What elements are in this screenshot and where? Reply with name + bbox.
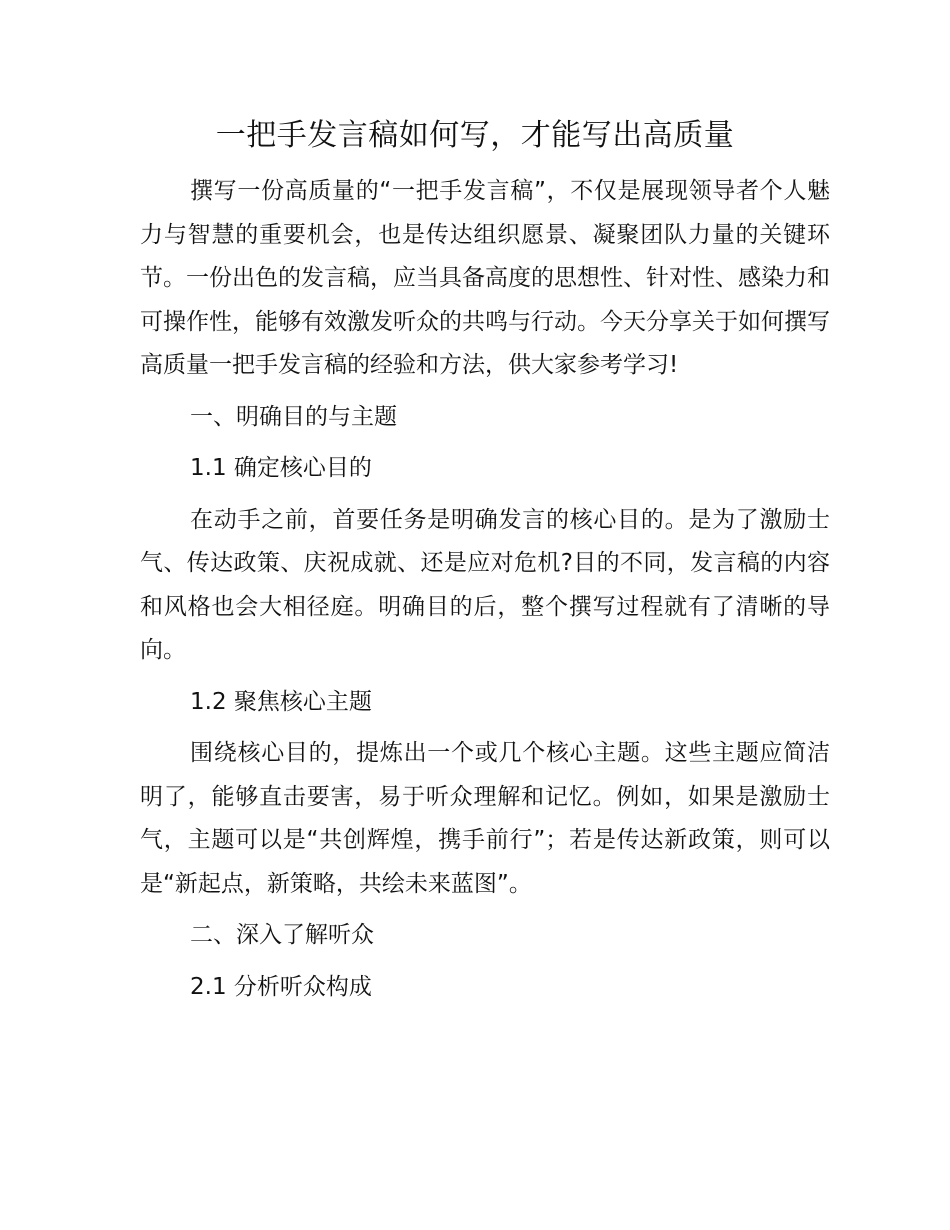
document-title: 一把手发言稿如何写，才能写出高质量	[215, 118, 735, 153]
intro-paragraph: 撰写一份高质量的“一把手发言稿”，不仅是展现领导者个人魅力与智慧的重要机会，也是传达组织愿景、凝聚团队力量的关键环节。一份出色的发言稿，应当具备高度的思想性、针对性、感染力和可操作性，能够有效激发听众的共鸣与行动。今天分享关于如何撰写高质量一把手发言稿的经验和方法，供大家参考学习!	[140, 178, 830, 378]
subsection-heading-2-1: 2.1 分析听众构成	[190, 973, 372, 1000]
subsection-heading-1-1: 1.1 确定核心目的	[190, 455, 372, 481]
paragraph-1-2: 围绕核心目的，提炼出一个或几个核心主题。这些主题应简洁明了，能够直击要害，易于听众理解和记忆。例如，如果是激励士气，主题可以是“共创辉煌，携手前行”；若是传达新政策，则可以是“新起点，新策略，共绘未来蓝图”。	[140, 740, 830, 897]
subsection-heading-1-2: 1.2 聚焦核心主题	[190, 688, 372, 715]
document-body	[140, 170, 830, 1017]
paragraph-1-1: 在动手之前，首要任务是明确发言的核心目的。是为了激励士气、传达政策、庆祝成就、还是应对危机?目的不同，发言稿的内容和风格也会大相径庭。明确目的后，整个撰写过程就有了清晰的导向。	[140, 506, 830, 663]
section-heading-2: 二、深入了解听众	[190, 922, 374, 948]
section-heading-1: 一、明确目的与主题	[190, 403, 397, 430]
